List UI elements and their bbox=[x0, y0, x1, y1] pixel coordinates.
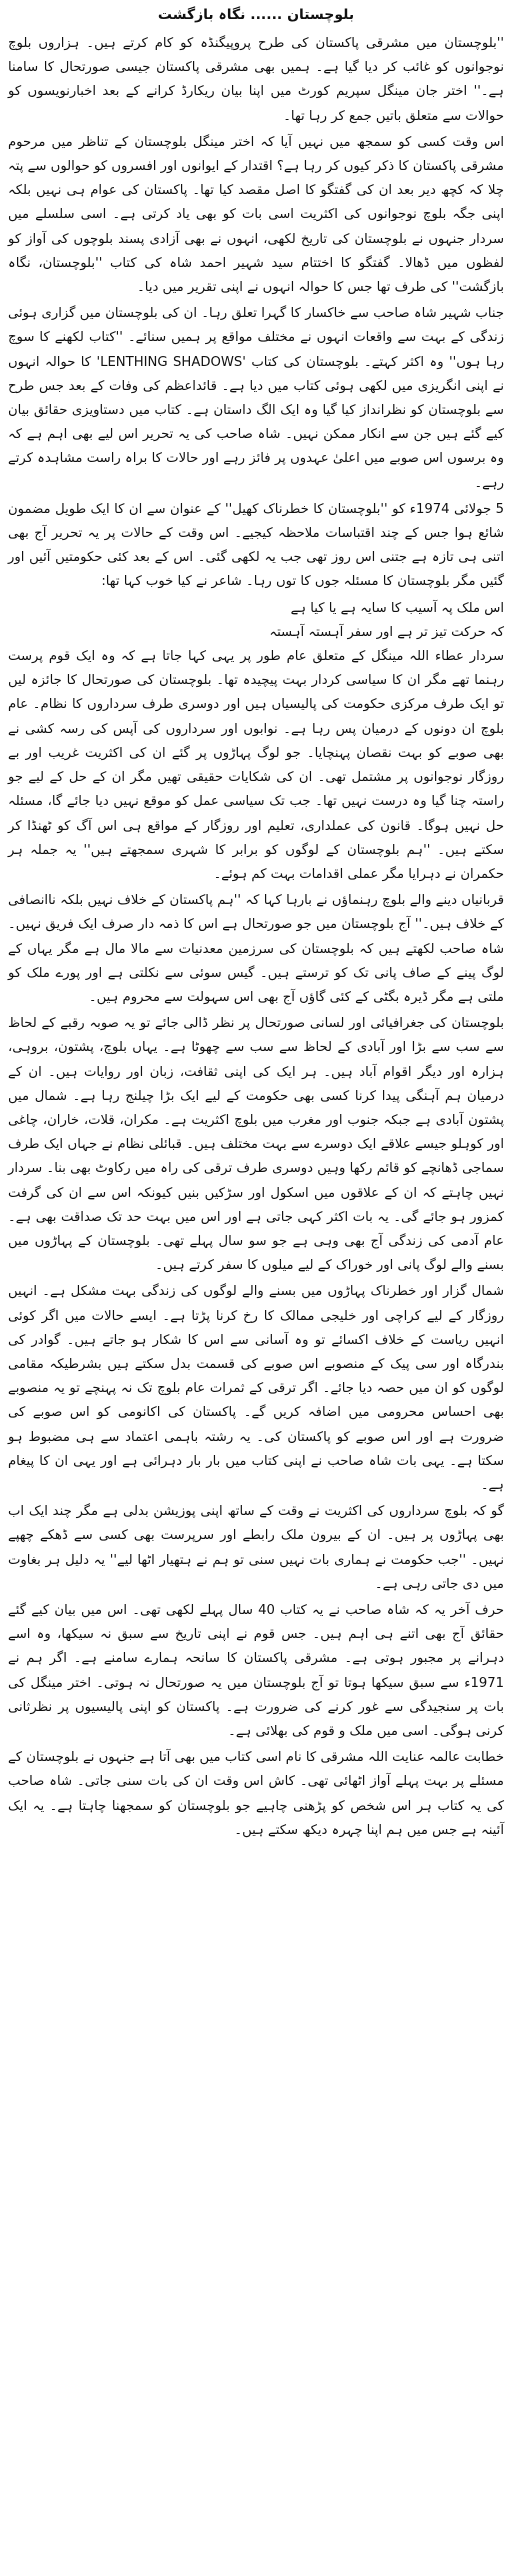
page-bottom-edge bbox=[0, 2542, 512, 2552]
article-title: بلوچستان ...... نگاہ بازگشت bbox=[157, 7, 355, 23]
paragraph-10: حرف آخر یہ کہ شاہ صاحب نے یہ کتاب 40 سال پہلے لکھی تھی۔ اس میں بیان کیے گئے حقائق آج بھی اتنے ہی اہم ہیں۔ جس قوم نے اپنی تاریخ سے سبق نہ سیکھا، وہ اسے دہرانے پر مجبور ہوتی ہے۔ مشرقی پاکستان کا سانحہ ہمارے سامنے ہے۔ اگر ہم نے 1971ء سے سبق سیکھا ہوتا تو آج بلوچستان میں یہ صورتحال نہ ہوتی۔ اختر مینگل کی بات پر سنجیدگی سے غور کرنے کی ضرورت ہے۔ پاکستان کو اپنی پالیسیوں پر نظرثانی کرنی ہوگی۔ اسی میں ملک و قوم کی بھلائی ہے۔ bbox=[8, 1603, 505, 1740]
paragraph-3: جناب شہیر شاہ صاحب سے خاکسار کا گہرا تعلق رہا۔ ان کی بلوچستان میں گزاری ہوئی زندگی کے بہت سے واقعات انہوں نے مختلف مواقع پر ہمیں سنائے۔ ''کتاب لکھنے کا سوچ رہا ہوں'' وہ اکثر کہتے۔ بلوچستان کی کتاب 'LENTHING SHADOWS' کا حوالہ انہوں نے اپنی انگریزی میں لکھی ہوئی کتاب میں دیا ہے۔ قائداعظم کی وفات کے بعد جس طرح سے بلوچستان کو نظرانداز کیا گیا وہ ایک الگ داستان ہے۔ کتاب میں دستاویزی حقائق بیان کیے گئے ہیں جن سے انکار ممکن نہیں۔ شاہ صاحب کی یہ تحریر اس لیے بھی اہم ہے کہ وہ برسوں اس صوبے میں اعلیٰ عہدوں پر فائز رہے اور حالات کا براہ راست مشاہدہ کرتے رہے۔ bbox=[8, 306, 505, 491]
article-body bbox=[8, 32, 504, 1843]
paragraph-1: ''بلوچستان میں مشرقی پاکستان کی طرح پروپیگنڈہ کو کام کرتے ہیں۔ ہزاروں بلوچ نوجوانوں کو غائب کر دیا گیا ہے۔ ہمیں بھی مشرقی پاکستان جیسی صورتحال کا سامنا ہے۔'' اختر جان مینگل سپریم کورٹ میں اپنا بیان ریکارڈ کرانے کے بعد اخبارنویسوں کو حوالات سے متعلق باتیں جمع کر رہا تھا۔ bbox=[8, 36, 504, 124]
paragraph-5: سردار عطاء اللہ مینگل کے متعلق عام طور پر یہی کہا جاتا ہے کہ وہ ایک قوم پرست رہنما تھے مگر ان کا سیاسی کردار بہت پیچیدہ تھا۔ بلوچستان کی صورتحال کا جائزہ لیں تو ایک طرف مرکزی حکومت کی پالیسیاں ہیں اور دوسری طرف سرداروں کا نظام۔ عام بلوچ ان دونوں کے درمیان پس رہا ہے۔ نوابوں اور سرداروں کی آپس کی رسہ کشی نے بھی صوبے کو بہت نقصان پہنچایا۔ جو لوگ پہاڑوں پر گئے ان کی اکثریت غریب اور بے روزگار نوجوانوں پر مشتمل تھی۔ ان کی شکایات حقیقی تھیں مگر ان کے حل کے لیے جو راستہ چنا گیا وہ درست نہیں تھا۔ جب تک سیاسی عمل کو موقع نہیں دیا جائے گا، مسئلہ حل نہیں ہوگا۔ قانون کی عملداری، تعلیم اور روزگار کے مواقع ہی اس آگ کو ٹھنڈا کر سکتے ہیں۔ ''ہم بلوچستان کے لوگوں کو برابر کا شہری سمجھتے ہیں'' یہ جملہ ہر حکمران نے دہرایا مگر عملی اقدامات بہت کم ہوئے۔ bbox=[8, 649, 504, 882]
paragraph-8: شمال گزار اور خطرناک پہاڑوں میں بسنے والے لوگوں کی زندگی بہت مشکل ہے۔ انہیں روزگار کے لیے کراچی اور خلیجی ممالک کا رخ کرنا پڑتا ہے۔ ایسے حالات میں اگر کوئی انہیں ریاست کے خلاف اکسائے تو وہ آسانی سے اس کا شکار ہو جاتے ہیں۔ گوادر کی بندرگاہ اور سی پیک کے منصوبے اس صوبے کی قسمت بدل سکتے ہیں بشرطیکہ مقامی لوگوں کو ان میں حصہ دیا جائے۔ اگر ترقی کے ثمرات عام بلوچ تک نہ پہنچے تو یہ منصوبے بھی احساس محرومی میں اضافہ کریں گے۔ پاکستان کی اکانومی کو اس صوبے کی ضرورت ہے اور اس صوبے کو پاکستان کی۔ یہ رشتہ باہمی اعتماد سے ہی مضبوط ہو سکتا ہے۔ یہی بات شاہ صاحب نے اپنی کتاب میں بار بار دہرائی ہے اور یہی ان کا پیغام ہے۔ bbox=[8, 1284, 504, 1493]
verse-line-2: کہ حرکت تیز تر ہے اور سفر آہستہ آہستہ bbox=[269, 624, 504, 640]
paragraph-2: اس وقت کسی کو سمجھ میں نہیں آیا کہ اختر مینگل بلوچستان کے تناظر میں مرحوم مشرقی پاکستان کا ذکر کیوں کر رہا ہے؟ اقتدار کے ایوانوں اور افسروں کو حوالوں سے پتہ چلا کہ کچھ دیر بعد ان کی گفتگو کا اصل مقصد کیا تھا۔ پاکستان کی عوام ہی نہیں بلکہ اپنی جگہ بلوچ نوجوانوں کی اکثریت اسی بات کو بھی یاد کرتی ہے۔ اسی سلسلے میں سردار جنہوں نے بلوچستان کی تاریخ لکھی، انہوں نے بھی آزادی پسند بلوچوں کی آواز کو لفظوں میں ڈھالا۔ گفتگو کا اختتام سید شہیر احمد شاہ کی کتاب ''بلوچستان، نگاہ بازگشت'' کی طرف تھا جس کا حوالہ انہوں نے اپنی تقریر میں دیا۔ bbox=[8, 134, 504, 296]
paragraph-4: 5 جولائی 1974ء کو ''بلوچستان کا خطرناک کھیل'' کے عنوان سے ان کا ایک طویل مضمون شائع ہوا جس کے چند اقتباسات ملاحظہ کیجیے۔ اس وقت کے حالات پر یہ تحریر آج بھی اتنی ہی تازہ ہے جتنی اس روز تھی جب یہ لکھی گئی۔ اس کے بعد کئی حکومتیں آئیں اور گئیں مگر بلوچستان کا مسئلہ جوں کا توں رہا۔ شاعر نے کیا خوب کہا تھا: bbox=[8, 501, 504, 590]
paragraph-9: گو کہ بلوچ سرداروں کی اکثریت نے وقت کے ساتھ اپنی پوزیشن بدلی ہے مگر چند ایک اب بھی پہاڑوں پر ہیں۔ ان کے بیرون ملک رابطے اور سرپرست بھی کسی سے ڈھکے چھپے نہیں۔ ''جب حکومت نے ہماری بات نہیں سنی تو ہم نے ہتھیار اٹھا لیے'' یہ دلیل ہر بغاوت میں دی جاتی رہی ہے۔ bbox=[8, 1504, 504, 1592]
paragraph-11: خطابت عالمہ عنایت اللہ مشرقی کا نام اسی کتاب میں بھی آتا ہے جنہوں نے بلوچستان کے مسئلے پر بہت پہلے آواز اٹھائی تھی۔ کاش اس وقت ان کی بات سنی جاتی۔ شاہ صاحب کی یہ کتاب ہر اس شخص کو پڑھنی چاہیے جو بلوچستان کو سمجھنا چاہتا ہے۔ یہ ایک آئینہ ہے جس میں ہم اپنا چہرہ دیکھ سکتے ہیں۔ bbox=[8, 1750, 504, 1838]
paragraph-6: قربانیاں دینے والے بلوچ رہنماؤں نے بارہا کہا کہ ''ہم پاکستان کے خلاف نہیں بلکہ ناانصافی کے خلاف ہیں۔'' آج بلوچستان میں جو صورتحال ہے اس کا ذمہ دار صرف ایک فریق نہیں۔ شاہ صاحب لکھتے ہیں کہ بلوچستان کی سرزمین معدنیات سے مالا مال ہے مگر یہاں کے لوگ پینے کے صاف پانی تک کو ترستے ہیں۔ گیس سوئی سے نکلتی ہے اور پورے ملک کو ملتی ہے مگر ڈیرہ بگٹی کے کئی گاؤں آج بھی اس سہولت سے محروم ہیں۔ bbox=[8, 893, 504, 1005]
paragraph-7: بلوچستان کی جغرافیائی اور لسانی صورتحال پر نظر ڈالی جائے تو یہ صوبہ رقبے کے لحاظ سے سب سے بڑا اور آبادی کے لحاظ سے سب سے چھوٹا ہے۔ یہاں بلوچ، پشتون، بروہی، ہزارہ اور دیگر اقوام آباد ہیں۔ ہر ایک کی اپنی ثقافت، زبان اور روایات ہیں۔ ان کے درمیان ہم آہنگی پیدا کرنا کسی بھی حکومت کے لیے ایک بڑا چیلنج رہا ہے۔ شمال میں پشتون آبادی ہے جبکہ جنوب اور مغرب میں بلوچ اکثریت ہے۔ مکران، قلات، خاران، چاغی اور کوہلو جیسے علاقے ایک دوسرے سے بہت مختلف ہیں۔ قبائلی نظام نے جہاں ایک طرف سماجی ڈھانچے کو قائم رکھا وہیں دوسری طرف ترقی کی راہ میں رکاوٹ بھی بنا۔ سردار نہیں چاہتے کہ ان کے علاقوں میں اسکول اور سڑکیں بنیں کیونکہ اس سے ان کی گرفت کمزور ہو جائے گی۔ یہ بات اکثر کہی جاتی ہے اور اس میں بہت حد تک صداقت بھی ہے۔ عام آدمی کی زندگی آج بھی وہی ہے جو سو سال پہلے تھی۔ بلوچستان کے پہاڑوں میں بسنے والے لوگ پانی اور خوراک کے لیے میلوں کا سفر کرتے ہیں۔ bbox=[8, 1016, 504, 1274]
verse-line-1: اس ملک پہ آسیب کا سایہ ہے یا کیا ہے bbox=[290, 600, 504, 616]
